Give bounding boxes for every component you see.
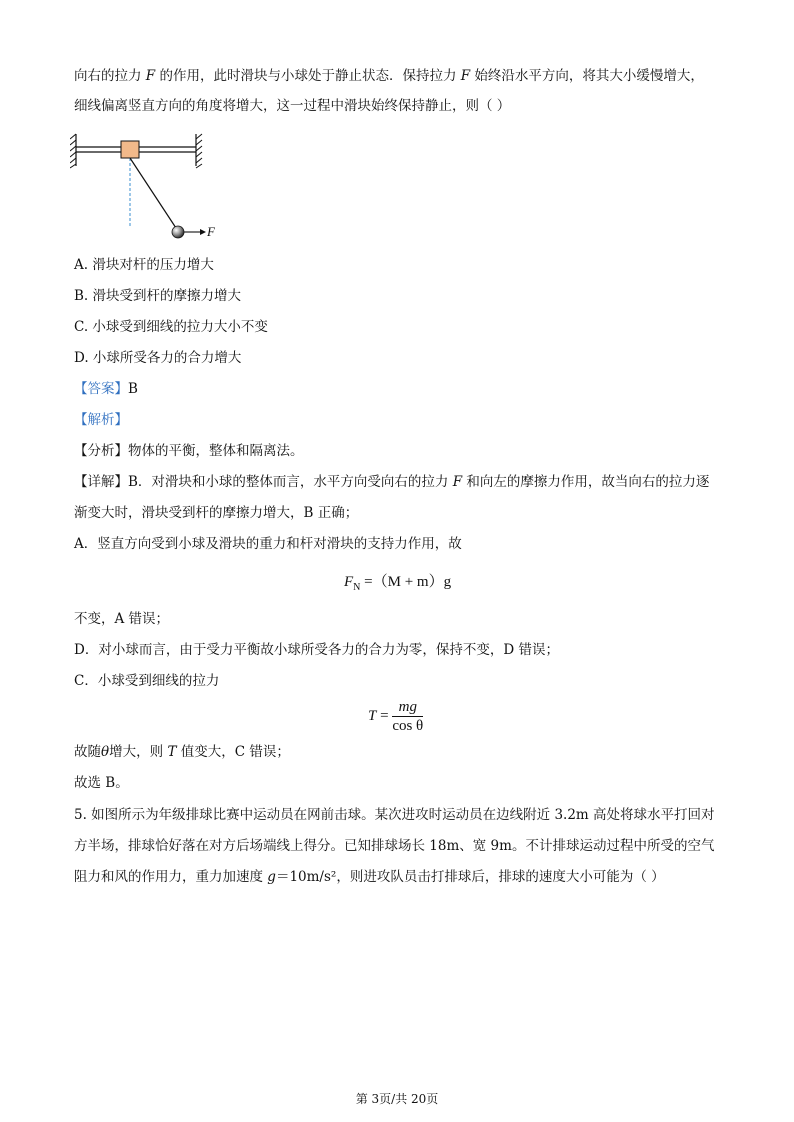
option-b: B. 滑块受到杆的摩擦力增大: [74, 288, 242, 304]
equation-normal-force: [344, 570, 451, 593]
q5-line3-text-a: 阻力和风的作用力，重力加速度: [74, 869, 268, 885]
q4-line-2: 细线偏离竖直方向的角度将增大，这一过程中滑块始终保持静止，则（ ）: [74, 98, 511, 114]
detail-line7-text-b: 增大，则: [109, 744, 168, 760]
detail-tag: 【详解】: [74, 474, 128, 490]
string: [130, 158, 176, 228]
q5-line-1: 5. 如图所示为年级排球比赛中运动员在网前击球。某次进攻时运动员在边线附近 3.2m 高处将球水平打回对: [74, 807, 715, 823]
force-arrowhead: [200, 229, 206, 235]
detail-line-4: 不变，A 错误；: [74, 611, 170, 627]
left-wall-hatch: [70, 134, 76, 168]
eq2-T: T: [368, 708, 377, 724]
fenxi-line: [74, 441, 304, 461]
ball: [172, 226, 184, 238]
equation-tension: [368, 698, 423, 735]
q4-line-1: [74, 66, 704, 86]
q4-line1-F: F: [145, 68, 156, 84]
detail-line-6: C．小球受到细线的拉力: [74, 673, 220, 689]
detail-line7-text-c: 值变大，C 错误；: [176, 744, 290, 760]
detail-line-8: 故选 B。: [74, 775, 129, 791]
slider-pendulum-figure: [70, 130, 230, 245]
detail-line-2: 渐变大时，滑块受到杆的摩擦力增大，B 正确；: [74, 505, 359, 521]
detail-line1-text-a: B．对滑块和小球的整体而言，水平方向受向右的拉力: [128, 474, 453, 490]
eq1-F: F: [344, 574, 354, 590]
q5-line3-g: g: [267, 869, 276, 885]
fenxi-text: 物体的平衡，整体和隔离法。: [128, 443, 304, 459]
q5-line3-text-b: ＝10m/s²，则进攻队员击打排球后，排球的速度大小可能为（ ）: [275, 869, 665, 885]
right-wall-hatch: [196, 134, 202, 168]
detail-line7-text-a: 故随: [74, 744, 101, 760]
eq2-numerator: mg: [392, 698, 423, 717]
detail-line-5: D．对小球而言，由于受力平衡故小球所受各力的合力为零，保持不变，D 错误；: [74, 642, 559, 658]
fenxi-tag: 【分析】: [74, 443, 128, 459]
page-footer: 第 3页/共 20页: [355, 1092, 439, 1106]
detail-line-1: [74, 472, 709, 492]
detail-line1-text-b: 和向左的摩擦力作用，故当向右的拉力逐: [462, 474, 710, 490]
answer-tag: 【答案】: [74, 381, 128, 397]
eq2-denominator: cos θ: [392, 718, 424, 734]
analysis-tag: 【解析】: [74, 412, 128, 428]
detail-line7-theta: θ: [101, 744, 110, 760]
detail-line1-F: F: [452, 474, 463, 490]
q4-line1-text-c: 始终沿水平方向，将其大小缓慢增大，: [470, 68, 704, 84]
slider-block: [121, 141, 139, 158]
option-d: D. 小球所受各力的合力增大: [74, 350, 242, 366]
eq1-rest: =（M + m）g: [360, 574, 452, 590]
detail-line-7: [74, 742, 290, 762]
force-label: F: [207, 224, 215, 239]
detail-line7-T: T: [167, 744, 177, 760]
answer-value: B: [128, 381, 138, 397]
q4-line1-F2: F: [460, 68, 471, 84]
q5-line-2: 方半场，排球恰好落在对方后场端线上得分。已知排球场长 18m、宽 9m。不计排球运动过程中所受的空气: [74, 838, 715, 854]
eq2-fraction: [392, 698, 423, 735]
analysis-line: [74, 410, 128, 430]
eq1-sub-N: N: [353, 582, 361, 593]
detail-line-3: A．竖直方向受到小球及滑块的重力和杆对滑块的支持力作用，故: [74, 536, 462, 552]
option-a: A. 滑块对杆的压力增大: [74, 257, 214, 273]
q4-line1-text-a: 向右的拉力: [74, 68, 146, 84]
q4-line1-text-b: 的作用，此时滑块与小球处于静止状态．保持拉力: [155, 68, 461, 84]
option-c: C. 小球受到细线的拉力大小不变: [74, 319, 268, 335]
answer-line: [74, 379, 138, 399]
eq2-equals: =: [380, 708, 389, 724]
q5-line-3: [74, 867, 665, 887]
